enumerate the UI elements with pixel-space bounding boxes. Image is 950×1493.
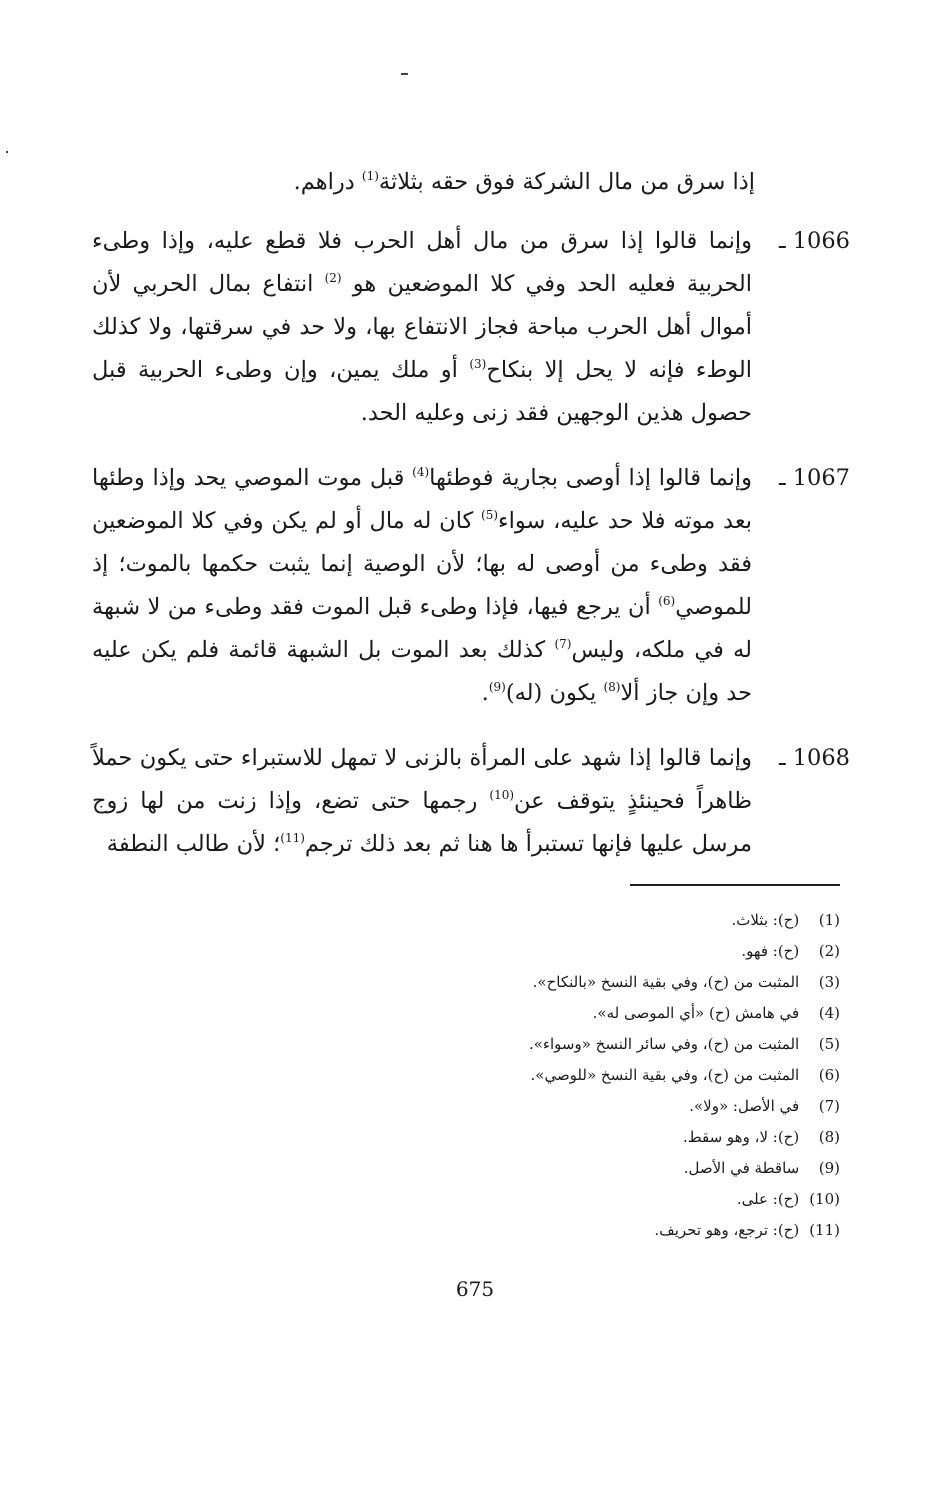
footnote-item xyxy=(100,905,840,936)
paragraph-1066 xyxy=(92,220,850,435)
footnote-number: (4) xyxy=(818,1004,840,1022)
paragraph-1068 xyxy=(92,737,850,866)
footnote-number: (10) xyxy=(809,1190,840,1208)
footnote-text: (ح): فهو. xyxy=(741,942,800,960)
footnote-item xyxy=(100,1215,840,1246)
footnote-item xyxy=(100,967,840,998)
paragraph-continuation: إذا سرق من مال الشركة فوق حقه بثلاثة$^{(1)}$ دراهم. xyxy=(293,168,755,195)
footnote-item xyxy=(100,1184,840,1215)
stray-ink-dot xyxy=(6,151,8,153)
footnote-divider xyxy=(630,884,840,886)
paragraph-1067 xyxy=(92,457,850,715)
footnote-item xyxy=(100,998,840,1029)
footnote-text: (ح): على. xyxy=(736,1190,800,1208)
footnote-number: (9) xyxy=(818,1159,840,1177)
footnote-item xyxy=(100,1060,840,1091)
footnote-item xyxy=(100,1029,840,1060)
page-number: 675 xyxy=(455,1277,495,1301)
footnote-text: (ح): ترجع، وهو تحريف. xyxy=(654,1221,800,1239)
footnote-text: المثبت من (ح)، وفي بقية النسخ «للوصي». xyxy=(530,1066,800,1084)
footnote-item xyxy=(100,1091,840,1122)
footnote-number: (1) xyxy=(818,911,840,929)
paragraph-text: وإنما قالوا إذا شهد على المرأة بالزنى لا تمهل للاستبراء حتى يكون حملاً ظاهراً فحينئذٍ يتوقف عن$^{(10)}$ رجمها حتى تضع، وإذا زنت من لها زوج مرسل عليها فإنها تستبرأ ها هنا ثم بعد ذلك ترجم$^{(11)}$؛ لأن طالب النطفة xyxy=(92,744,752,857)
footnote-number: (6) xyxy=(818,1066,840,1084)
footnote-text: ساقطة في الأصل. xyxy=(683,1159,800,1177)
footnote-item xyxy=(100,936,840,967)
paragraph-number: 1068 ـ xyxy=(778,744,850,771)
footnote-text: في الأصل: «ولا». xyxy=(689,1097,800,1115)
footnote-number: (11) xyxy=(809,1221,840,1239)
paragraph-text: وإنما قالوا إذا أوصى بجارية فوطئها$^{(4)}$ قبل موت الموصي يحد وإذا وطئها بعد موته فلا حد عليه، سواء$^{(5)}$ كان له مال أو لم يكن وفي كلا الموضعين فقد وطىء من أوصى له بها؛ لأن الوصية إنما يثبت حكمها بالموت؛ إذ للموصي$^{(6)}$ أن يرجع فيها، فإذا وطىء قبل الموت فقد وطىء من لا شبهة له في ملكه، وليس$^{(7)}$ كذلك بعد الموت بل الشبهة قائمة فلم يكن عليه حد وإن جاز ألا$^{(8)}$ يكون (له)$^{(9)}$. xyxy=(92,464,752,706)
footnotes xyxy=(100,905,840,1246)
footnote-number: (2) xyxy=(818,942,840,960)
footnote-number: (8) xyxy=(818,1128,840,1146)
footnote-item xyxy=(100,1122,840,1153)
paragraph-text: وإنما قالوا إذا سرق من مال أهل الحرب فلا قطع عليه، وإذا وطىء الحربية فعليه الحد وفي كلا الموضعين هو $^{(2)}$ انتفاع بمال الحربي لأن أموال أهل الحرب مباحة فجاز الانتفاع بها، ولا حد في سرقتها، ولا كذلك الوطء فإنه لا يحل إلا بنكاح$^{(3)}$ أو ملك يمين، وإن وطىء الحربية قبل حصول هذين الوجهين فقد زنى وعليه الحد. xyxy=(92,227,752,426)
footnote-item xyxy=(100,1153,840,1184)
stray-ink-mark xyxy=(401,73,408,75)
footnote-number: (3) xyxy=(818,973,840,991)
footnote-text: (ح): لا، وهو سقط. xyxy=(683,1128,800,1146)
footnote-text: المثبت من (ح)، وفي سائر النسخ «وسواء». xyxy=(528,1035,800,1053)
footnote-text: في هامش (ح) «أي الموصى له». xyxy=(592,1004,800,1022)
footnote-number: (5) xyxy=(818,1035,840,1053)
paragraph-number: 1067 ـ xyxy=(778,464,850,491)
main-text xyxy=(92,138,850,888)
footnote-number: (7) xyxy=(818,1097,840,1115)
footnote-text: (ح): بثلاث. xyxy=(731,911,800,929)
paragraph-number: 1066 ـ xyxy=(778,227,850,254)
footnote-text: المثبت من (ح)، وفي بقية النسخ «بالنكاح». xyxy=(532,973,800,991)
